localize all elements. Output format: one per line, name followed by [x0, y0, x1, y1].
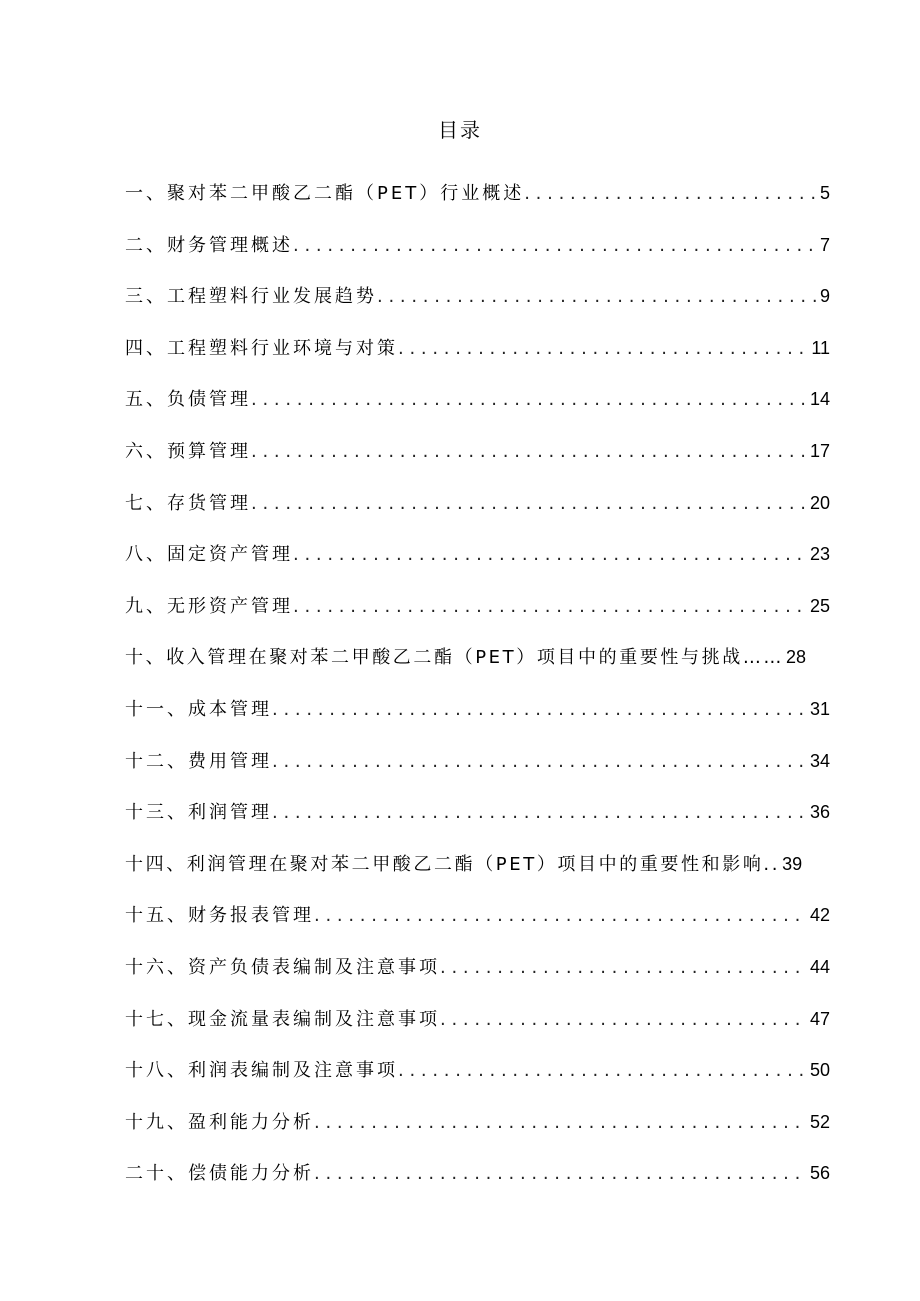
toc-entry[interactable] — [125, 490, 830, 542]
dot-leader — [398, 1058, 808, 1084]
toc-entry-label: 十七、现金流量表编制及注意事项 — [125, 1008, 440, 1030]
dot-leader — [314, 1161, 808, 1187]
toc-entry-label: 十、收入管理在聚对苯二甲酸乙二酯（PET）项目中的重要性与挑战…… — [125, 647, 785, 669]
dot-leader — [251, 439, 808, 465]
toc-entry-page: 20 — [809, 492, 830, 513]
toc-entry-label: 六、预算管理 — [125, 440, 251, 462]
toc-entry-page: 31 — [809, 698, 830, 719]
toc-entry[interactable] — [125, 283, 830, 335]
toc-entry-label: 一、聚对苯二甲酸乙二酯（PET）行业概述 — [125, 183, 525, 204]
toc-entry-page: 34 — [809, 750, 830, 771]
toc-entry-label: 七、存货管理 — [125, 492, 251, 514]
toc-entry-label: 十六、资产负债表编制及注意事项 — [125, 956, 440, 978]
toc-entry-page: 39 — [782, 853, 803, 874]
toc-entry-label: 二、财务管理概述 — [125, 234, 293, 256]
toc-list — [125, 180, 830, 1212]
dot-leader — [314, 1110, 808, 1136]
dot-leader — [293, 594, 808, 620]
toc-entry-page: 50 — [809, 1060, 830, 1081]
toc-entry-page: 14 — [809, 389, 830, 410]
toc-entry-label: 九、无形资产管理 — [125, 595, 293, 617]
dot-leader — [377, 284, 818, 310]
toc-entry-page: 23 — [809, 544, 830, 565]
toc-entry-label: 八、固定资产管理 — [125, 544, 293, 566]
toc-entry-label: 三、工程塑料行业发展趋势 — [125, 286, 377, 308]
toc-entry[interactable] — [125, 1057, 830, 1109]
toc-entry[interactable] — [125, 851, 830, 903]
dot-leader — [440, 955, 808, 981]
toc-entry-label: 四、工程塑料行业环境与对策 — [125, 337, 398, 359]
toc-entry-page: 5 — [819, 183, 830, 203]
toc-entry[interactable] — [125, 644, 830, 696]
page-title: 目录 — [438, 118, 482, 142]
toc-entry-page: 25 — [809, 595, 830, 616]
toc-entry[interactable] — [125, 696, 830, 748]
toc-entry-label: 十四、利润管理在聚对苯二甲酸乙二酯（PET）项目中的重要性和影响.. — [125, 853, 781, 875]
toc-entry[interactable] — [125, 954, 830, 1006]
toc-entry[interactable] — [125, 748, 830, 800]
dot-leader — [293, 233, 818, 259]
toc-entry-label: 十八、利润表编制及注意事项 — [125, 1060, 398, 1082]
toc-entry-label: 十二、费用管理 — [125, 750, 272, 772]
toc-entry-label: 十五、财务报表管理 — [125, 905, 314, 927]
toc-entry-page: 9 — [819, 286, 830, 307]
dot-leader — [272, 697, 808, 723]
toc-entry-page: 7 — [819, 234, 830, 255]
dot-leader — [314, 903, 808, 929]
dot-leader — [251, 387, 808, 413]
toc-entry[interactable] — [125, 438, 830, 490]
toc-entry-page: 56 — [809, 1163, 830, 1184]
toc-entry-label: 十三、利润管理 — [125, 802, 272, 824]
toc-entry[interactable] — [125, 232, 830, 284]
toc-entry-page: 17 — [809, 440, 830, 461]
toc-entry-label: 五、负债管理 — [125, 389, 251, 411]
toc-entry-page: 11 — [811, 337, 830, 358]
toc-entry[interactable] — [125, 541, 830, 593]
toc-entry[interactable] — [125, 1160, 830, 1212]
toc-entry-page: 52 — [809, 1111, 830, 1132]
toc-entry-page: 44 — [809, 956, 830, 977]
toc-entry[interactable] — [125, 593, 830, 645]
dot-leader — [272, 749, 808, 775]
toc-entry[interactable] — [125, 1109, 830, 1161]
dot-leader — [272, 800, 808, 826]
toc-entry[interactable] — [125, 902, 830, 954]
toc-entry-label: 二十、偿债能力分析 — [125, 1163, 314, 1185]
dot-leader — [293, 542, 808, 568]
dot-leader — [440, 1007, 808, 1033]
toc-entry-label: 十九、盈利能力分析 — [125, 1111, 314, 1133]
toc-entry[interactable] — [125, 180, 830, 232]
toc-entry[interactable] — [125, 335, 830, 387]
toc-entry[interactable] — [125, 799, 830, 851]
toc-entry[interactable] — [125, 1006, 830, 1058]
toc-entry[interactable] — [125, 386, 830, 438]
toc-entry-label: 十一、成本管理 — [125, 698, 272, 720]
toc-entry-page: 47 — [809, 1008, 830, 1029]
toc-entry-page: 42 — [809, 905, 830, 926]
dot-leader — [398, 336, 809, 362]
toc-entry-page: 36 — [809, 802, 830, 823]
toc-entry-page: 28 — [786, 647, 807, 668]
dot-leader — [251, 491, 808, 517]
dot-leader — [524, 181, 818, 207]
